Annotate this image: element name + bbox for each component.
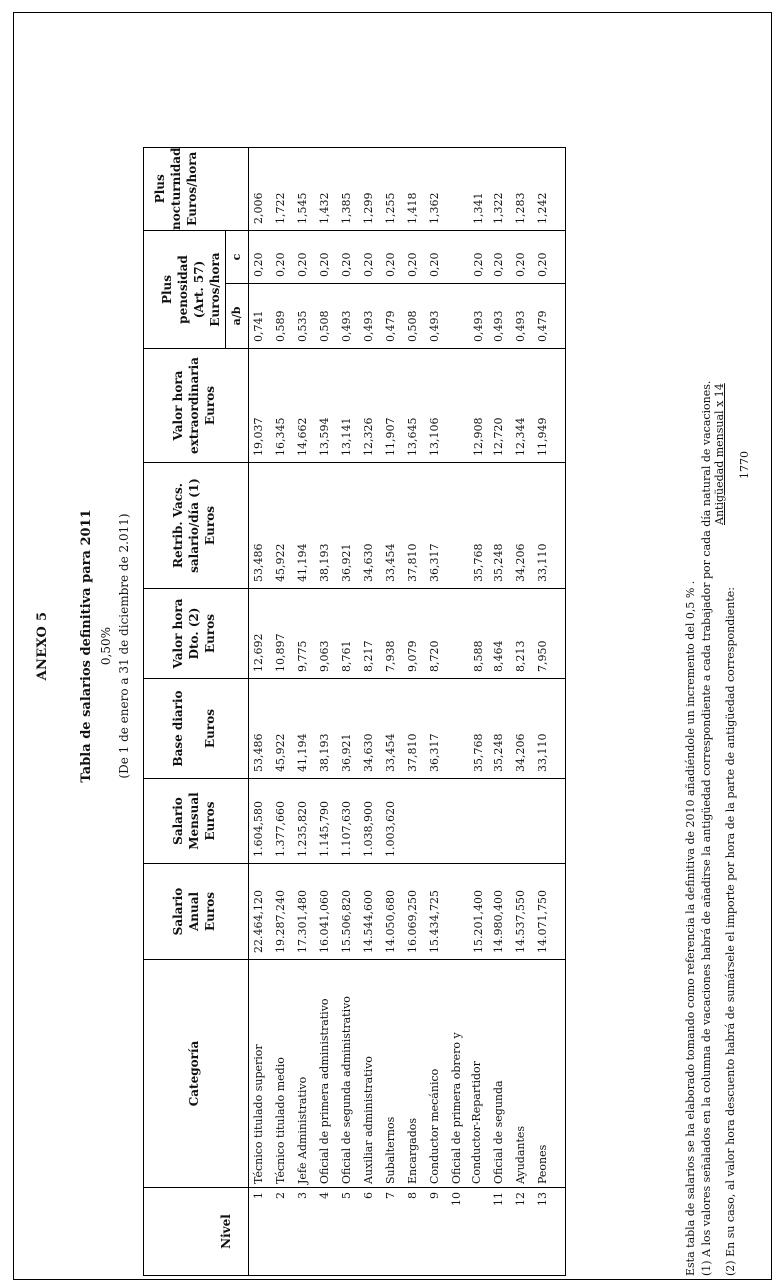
- nivel-cell: 5: [337, 1188, 359, 1276]
- formula-numerator: Antigüedad mensual x 14: [713, 383, 726, 525]
- categoria-line-2: Conductor-Repartidor: [470, 1061, 483, 1184]
- antiguedad-formula: [713, 383, 751, 525]
- retrib-vacs-cell: 35,768: [447, 463, 489, 589]
- penosidad-ab-cell: 0,493: [511, 284, 533, 349]
- nocturnidad-cell: 1,722: [271, 147, 293, 230]
- penosidad-ab-cell: 0,479: [381, 284, 403, 349]
- header-retrib-vacs: Retrib. Vacs. salario/día (1) Euros: [144, 463, 249, 589]
- header-plus-penosidad-ab: a/b: [226, 284, 249, 349]
- penosidad-ab-cell: 0,493: [425, 284, 447, 349]
- penosidad-ab-cell: 0,493: [489, 284, 511, 349]
- table-row: [425, 147, 447, 1275]
- categoria-cell: Conductor mecánico: [425, 960, 447, 1188]
- base-diario-cell: 36,921: [337, 679, 359, 779]
- nivel-cell: 13: [533, 1188, 566, 1276]
- retrib-vacs-cell: 34,630: [359, 463, 381, 589]
- nocturnidad-cell: 2,006: [249, 147, 272, 230]
- nocturnidad-cell: 1,545: [293, 147, 315, 230]
- valor-hora-dto-cell: 12,692: [249, 589, 272, 679]
- salario-mensual-cell: [447, 779, 489, 864]
- nivel-cell: 6: [359, 1188, 381, 1276]
- nivel-cell: 11: [489, 1188, 511, 1276]
- nocturnidad-cell: 1,418: [403, 147, 425, 230]
- annex-title: ANEXO 5: [35, 611, 50, 681]
- valor-hora-dto-cell: 7,938: [381, 589, 403, 679]
- header-plus-nocturnidad: Plus nocturnidad Euros/hora: [144, 147, 249, 230]
- salario-mensual-cell: 1.107,630: [337, 779, 359, 864]
- salario-anual-cell: 15.506,820: [337, 864, 359, 960]
- salario-anual-cell: 16.069,250: [403, 864, 425, 960]
- penosidad-c-cell: 0,20: [337, 231, 359, 284]
- table-row: [337, 147, 359, 1275]
- categoria-cell: Peones: [533, 960, 566, 1188]
- retrib-vacs-cell: 38,193: [315, 463, 337, 589]
- valor-hora-extra-cell: 11,949: [533, 349, 566, 463]
- header-plus-penosidad: Plus penosidad (Art. 57) Euros/hora: [144, 231, 226, 349]
- penosidad-ab-cell: 0,535: [293, 284, 315, 349]
- penosidad-c-cell: 0,20: [271, 231, 293, 284]
- table-row: [293, 147, 315, 1275]
- nocturnidad-cell: 1,242: [533, 147, 566, 230]
- valor-hora-extra-cell: 19,037: [249, 349, 272, 463]
- valor-hora-dto-cell: 9,079: [403, 589, 425, 679]
- categoria-cell: Subalternos: [381, 960, 403, 1188]
- salario-mensual-cell: 1.377,660: [271, 779, 293, 864]
- formula-denominator: 1770: [738, 451, 751, 479]
- nivel-cell: 9: [425, 1188, 447, 1276]
- header-salario-mensual: Salario Mensual Euros: [144, 779, 249, 864]
- table-row: [533, 147, 566, 1275]
- table-row: [511, 147, 533, 1275]
- salario-anual-cell: 14.537,550: [511, 864, 533, 960]
- categoria-cell: Encargados: [403, 960, 425, 1188]
- nivel-cell: 1: [249, 1188, 272, 1276]
- valor-hora-extra-cell: 13,141: [337, 349, 359, 463]
- valor-hora-dto-cell: 8,213: [511, 589, 533, 679]
- salary-table-body: [249, 147, 566, 1275]
- retrib-vacs-cell: 37,810: [403, 463, 425, 589]
- penosidad-ab-cell: 0,741: [249, 284, 272, 349]
- salario-mensual-cell: [533, 779, 566, 864]
- salary-table: [143, 147, 566, 1276]
- increase-label: 0,50%: [99, 626, 113, 666]
- header-valor-hora-extra: Valor hora extraordinaria Euros: [144, 349, 249, 463]
- note-1: (1) A los valores señalados en la columna de vacaciones habrá de añadirse la antigüedad correspondiente a cada trabajador por cada día natural de vacaciones.: [700, 380, 713, 1276]
- retrib-vacs-cell: 36,317: [425, 463, 447, 589]
- salario-anual-cell: 16.041,060: [315, 864, 337, 960]
- salario-anual-cell: 14.071,750: [533, 864, 566, 960]
- salario-anual-cell: 14.980,400: [489, 864, 511, 960]
- valor-hora-extra-cell: 16,345: [271, 349, 293, 463]
- nivel-cell: 4: [315, 1188, 337, 1276]
- categoria-cell: Auxiliar administrativo: [359, 960, 381, 1188]
- salario-anual-cell: 22.464,120: [249, 864, 272, 960]
- salario-anual-cell: 17.301,480: [293, 864, 315, 960]
- categoria-cell: Técnico titulado medio: [271, 960, 293, 1188]
- penosidad-ab-cell: 0,493: [337, 284, 359, 349]
- retrib-vacs-cell: 36,921: [337, 463, 359, 589]
- table-row: [381, 147, 403, 1275]
- penosidad-ab-cell: 0,589: [271, 284, 293, 349]
- salario-mensual-cell: [425, 779, 447, 864]
- valor-hora-dto-cell: 8,464: [489, 589, 511, 679]
- penosidad-c-cell: 0,20: [511, 231, 533, 284]
- salario-anual-cell: 15.201,400: [447, 864, 489, 960]
- retrib-vacs-cell: 35,248: [489, 463, 511, 589]
- retrib-vacs-cell: 53,486: [249, 463, 272, 589]
- valor-hora-extra-cell: 13,594: [315, 349, 337, 463]
- penosidad-c-cell: 0,20: [293, 231, 315, 284]
- salario-mensual-cell: 1.604,580: [249, 779, 272, 864]
- period-label: (De 1 de enero a 31 de diciembre de 2.011): [117, 513, 131, 779]
- valor-hora-dto-cell: 9,063: [315, 589, 337, 679]
- table-row: [249, 147, 272, 1275]
- salario-anual-cell: 14.544,600: [359, 864, 381, 960]
- nocturnidad-cell: 1,341: [447, 147, 489, 230]
- penosidad-c-cell: 0,20: [249, 231, 272, 284]
- base-diario-cell: 33,454: [381, 679, 403, 779]
- table-row: [359, 147, 381, 1275]
- nocturnidad-cell: 1,362: [425, 147, 447, 230]
- note-2: (2) En su caso, al valor hora descuento habrá de sumársele el importe por hora de la parte de antigüedad correspondiente:: [724, 587, 737, 1276]
- header-valor-hora-dto: Valor hora Dto. (2) Euros: [144, 589, 249, 679]
- categoria-cell: Oficial de primera administrativo: [315, 960, 337, 1188]
- valor-hora-extra-cell: 12,908: [447, 349, 489, 463]
- penosidad-c-cell: 0,20: [425, 231, 447, 284]
- table-title: Tabla de salarios definitiva para 2011: [79, 509, 94, 783]
- table-row: [447, 147, 489, 1275]
- nivel-cell: 10: [447, 1188, 489, 1276]
- base-diario-cell: 45,922: [271, 679, 293, 779]
- categoria-cell: Técnico titulado superior: [249, 960, 272, 1188]
- salario-anual-cell: 14.050,680: [381, 864, 403, 960]
- penosidad-c-cell: 0,20: [533, 231, 566, 284]
- header-plus-penosidad-c: c: [226, 231, 249, 284]
- valor-hora-extra-cell: 13,106: [425, 349, 447, 463]
- nivel-cell: 12: [511, 1188, 533, 1276]
- base-diario-cell: 35,768: [447, 679, 489, 779]
- retrib-vacs-cell: 45,922: [271, 463, 293, 589]
- categoria-cell: Oficial de segunda: [489, 960, 511, 1188]
- salario-anual-cell: 15.434,725: [425, 864, 447, 960]
- valor-hora-extra-cell: 11,907: [381, 349, 403, 463]
- base-diario-cell: 35,248: [489, 679, 511, 779]
- penosidad-ab-cell: 0,508: [315, 284, 337, 349]
- header-nivel: Nivel: [144, 1188, 249, 1276]
- header-salario-anual: Salario Anual Euros: [144, 864, 249, 960]
- nocturnidad-cell: 1,255: [381, 147, 403, 230]
- valor-hora-dto-cell: 8,761: [337, 589, 359, 679]
- valor-hora-dto-cell: 8,588: [447, 589, 489, 679]
- base-diario-cell: 37,810: [403, 679, 425, 779]
- header-categoria: Categoría: [144, 960, 249, 1188]
- valor-hora-dto-cell: 9,775: [293, 589, 315, 679]
- table-row: [315, 147, 337, 1275]
- categoria-cell: Ayudantes: [511, 960, 533, 1188]
- table-row: [489, 147, 511, 1275]
- salario-mensual-cell: 1.235,820: [293, 779, 315, 864]
- salario-mensual-cell: [403, 779, 425, 864]
- retrib-vacs-cell: 41,194: [293, 463, 315, 589]
- salario-mensual-cell: 1.038,900: [359, 779, 381, 864]
- retrib-vacs-cell: 33,454: [381, 463, 403, 589]
- base-diario-cell: 33,110: [533, 679, 566, 779]
- categoria-cell: Jefe Administrativo: [293, 960, 315, 1188]
- retrib-vacs-cell: 33,110: [533, 463, 566, 589]
- salario-mensual-cell: [511, 779, 533, 864]
- nivel-cell: 8: [403, 1188, 425, 1276]
- nocturnidad-cell: 1,432: [315, 147, 337, 230]
- base-diario-cell: 38,193: [315, 679, 337, 779]
- note-intro: Esta tabla de salarios se ha elaborado tomando como referencia la definitiva de 2010 añadiéndole un incremento del 0,5 % .: [684, 580, 697, 1276]
- nocturnidad-cell: 1,385: [337, 147, 359, 230]
- penosidad-ab-cell: 0,508: [403, 284, 425, 349]
- valor-hora-extra-cell: 14,662: [293, 349, 315, 463]
- valor-hora-dto-cell: 10,897: [271, 589, 293, 679]
- valor-hora-dto-cell: 8,217: [359, 589, 381, 679]
- categoria-line-1: Oficial de primera obrero y: [450, 1032, 463, 1184]
- header-base-diario: Base diario Euros: [144, 679, 249, 779]
- nocturnidad-cell: 1,283: [511, 147, 533, 230]
- penosidad-c-cell: 0,20: [381, 231, 403, 284]
- salario-mensual-cell: [489, 779, 511, 864]
- penosidad-c-cell: 0,20: [447, 231, 489, 284]
- valor-hora-extra-cell: 12,344: [511, 349, 533, 463]
- penosidad-c-cell: 0,20: [315, 231, 337, 284]
- valor-hora-extra-cell: 12,720: [489, 349, 511, 463]
- nocturnidad-cell: 1,299: [359, 147, 381, 230]
- base-diario-cell: 53,486: [249, 679, 272, 779]
- base-diario-cell: 34,630: [359, 679, 381, 779]
- valor-hora-dto-cell: 8,720: [425, 589, 447, 679]
- salario-mensual-cell: 1.145,790: [315, 779, 337, 864]
- penosidad-c-cell: 0,20: [489, 231, 511, 284]
- table-row: [403, 147, 425, 1275]
- nivel-cell: 7: [381, 1188, 403, 1276]
- valor-hora-extra-cell: 13,645: [403, 349, 425, 463]
- penosidad-ab-cell: 0,479: [533, 284, 566, 349]
- penosidad-ab-cell: 0,493: [359, 284, 381, 349]
- retrib-vacs-cell: 34,206: [511, 463, 533, 589]
- valor-hora-dto-cell: 7,950: [533, 589, 566, 679]
- nivel-cell: 3: [293, 1188, 315, 1276]
- categoria-cell: Oficial de segunda administrativo: [337, 960, 359, 1188]
- salario-anual-cell: 19.287,240: [271, 864, 293, 960]
- salario-mensual-cell: 1.003,620: [381, 779, 403, 864]
- nocturnidad-cell: 1,322: [489, 147, 511, 230]
- valor-hora-extra-cell: 12,326: [359, 349, 381, 463]
- penosidad-c-cell: 0,20: [403, 231, 425, 284]
- categoria-cell: [447, 960, 489, 1188]
- table-row: [271, 147, 293, 1275]
- nivel-cell: 2: [271, 1188, 293, 1276]
- base-diario-cell: 34,206: [511, 679, 533, 779]
- base-diario-cell: 36,317: [425, 679, 447, 779]
- base-diario-cell: 41,194: [293, 679, 315, 779]
- penosidad-ab-cell: 0,493: [447, 284, 489, 349]
- penosidad-c-cell: 0,20: [359, 231, 381, 284]
- rotated-document: [13, 12, 772, 1280]
